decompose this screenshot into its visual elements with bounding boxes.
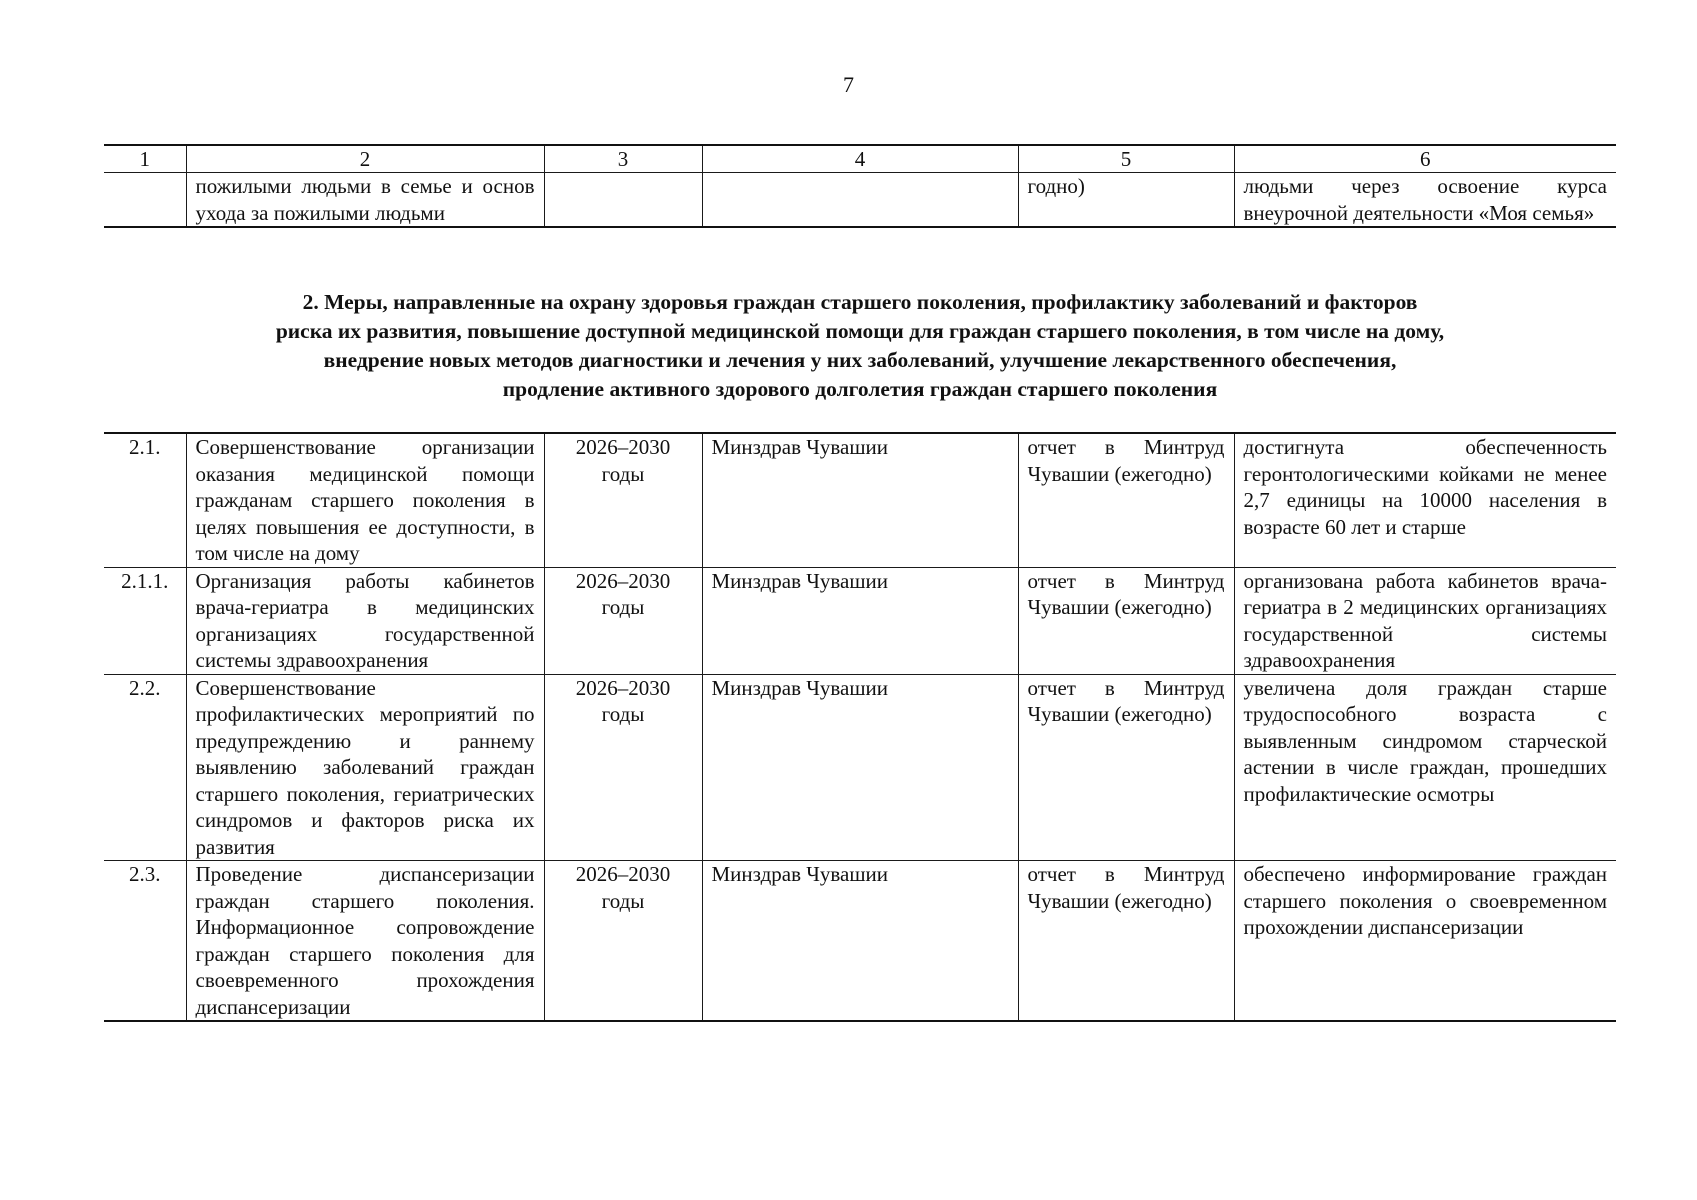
column-number-header-row [104,145,1616,173]
table-row [104,433,1616,567]
table-row [104,173,1616,228]
cell-measure: Проведение диспансеризации граждан старшего поколения. Информационное сопровождение граждан старшего поколения для своевременного прохождения диспансеризации [186,861,544,1022]
cell-period: 2026–2030 годы [544,861,702,1022]
section-heading-line: продление активного здорового долголетия граждан старшего поколения [502,377,1218,401]
section-heading-line: 2. Меры, направленные на охрану здоровья граждан старшего поколения, профилактику заболеваний и факторов [302,290,1418,314]
cell-period [544,173,702,228]
cell-num: 2.1.1. [104,567,186,674]
column-number: 1 [104,145,186,173]
continuation-table [104,144,1616,228]
cell-executor: Минздрав Чувашии [702,674,1018,861]
cell-period: 2026–2030 годы [544,674,702,861]
cell-result: организована работа кабинетов врача-гериатра в 2 медицинских организациях государственной системы здравоохранения [1234,567,1616,674]
cell-num: 2.1. [104,433,186,567]
cell-report: годно) [1018,173,1234,228]
section-heading-line: риска их развития, повышение доступной медицинской помощи для граждан старшего поколения, в том числе на дому, [275,319,1445,343]
cell-report: отчет в Минтруд Чувашии (ежегодно) [1018,674,1234,861]
cell-measure: Совершенствование профилактических мероприятий по предупреждению и раннему выявлению заболеваний граждан старшего поколения, гериатрических синдромов и факторов риска их развития [186,674,544,861]
column-number: 2 [186,145,544,173]
cell-num: 2.2. [104,674,186,861]
column-number: 5 [1018,145,1234,173]
column-number: 6 [1234,145,1616,173]
table-row [104,861,1616,1022]
cell-measure: Организация работы кабинетов врача-гериатра в медицинских организациях государственной системы здравоохранения [186,567,544,674]
cell-executor: Минздрав Чувашии [702,433,1018,567]
cell-executor: Минздрав Чувашии [702,861,1018,1022]
cell-result: достигнута обеспеченность геронтологическими койками не менее 2,7 единицы на 10000 населения в возрасте 60 лет и старше [1234,433,1616,567]
table-row [104,674,1616,861]
cell-num [104,173,186,228]
cell-measure: пожилыми людьми в семье и основ ухода за пожилыми людьми [186,173,544,228]
cell-num: 2.3. [104,861,186,1022]
cell-period: 2026–2030 годы [544,433,702,567]
cell-executor: Минздрав Чувашии [702,567,1018,674]
table-row [104,567,1616,674]
cell-report: отчет в Минтруд Чувашии (ежегодно) [1018,861,1234,1022]
cell-result: увеличена доля граждан старше трудоспособного возраста с выявленным синдромом старческой астении в числе граждан, прошедших профилактические осмотры [1234,674,1616,861]
cell-period: 2026–2030 годы [544,567,702,674]
cell-report: отчет в Минтруд Чувашии (ежегодно) [1018,433,1234,567]
page-number: 7 [843,72,854,97]
section-heading-line: внедрение новых методов диагностики и лечения у них заболеваний, улучшение лекарственного обеспечения, [323,348,1397,372]
column-number: 4 [702,145,1018,173]
section-heading [104,288,1616,404]
column-number: 3 [544,145,702,173]
cell-result: обеспечено информирование граждан старшего поколения о своевременном прохождении диспансеризации [1234,861,1616,1022]
measures-table [104,432,1616,1022]
cell-executor [702,173,1018,228]
cell-result: людьми через освоение курса внеурочной деятельности «Моя семья» [1234,173,1616,228]
cell-measure: Совершенствование организации оказания медицинской помощи гражданам старшего поколения в целях повышения ее доступности, в том числе на дому [186,433,544,567]
cell-report: отчет в Минтруд Чувашии (ежегодно) [1018,567,1234,674]
